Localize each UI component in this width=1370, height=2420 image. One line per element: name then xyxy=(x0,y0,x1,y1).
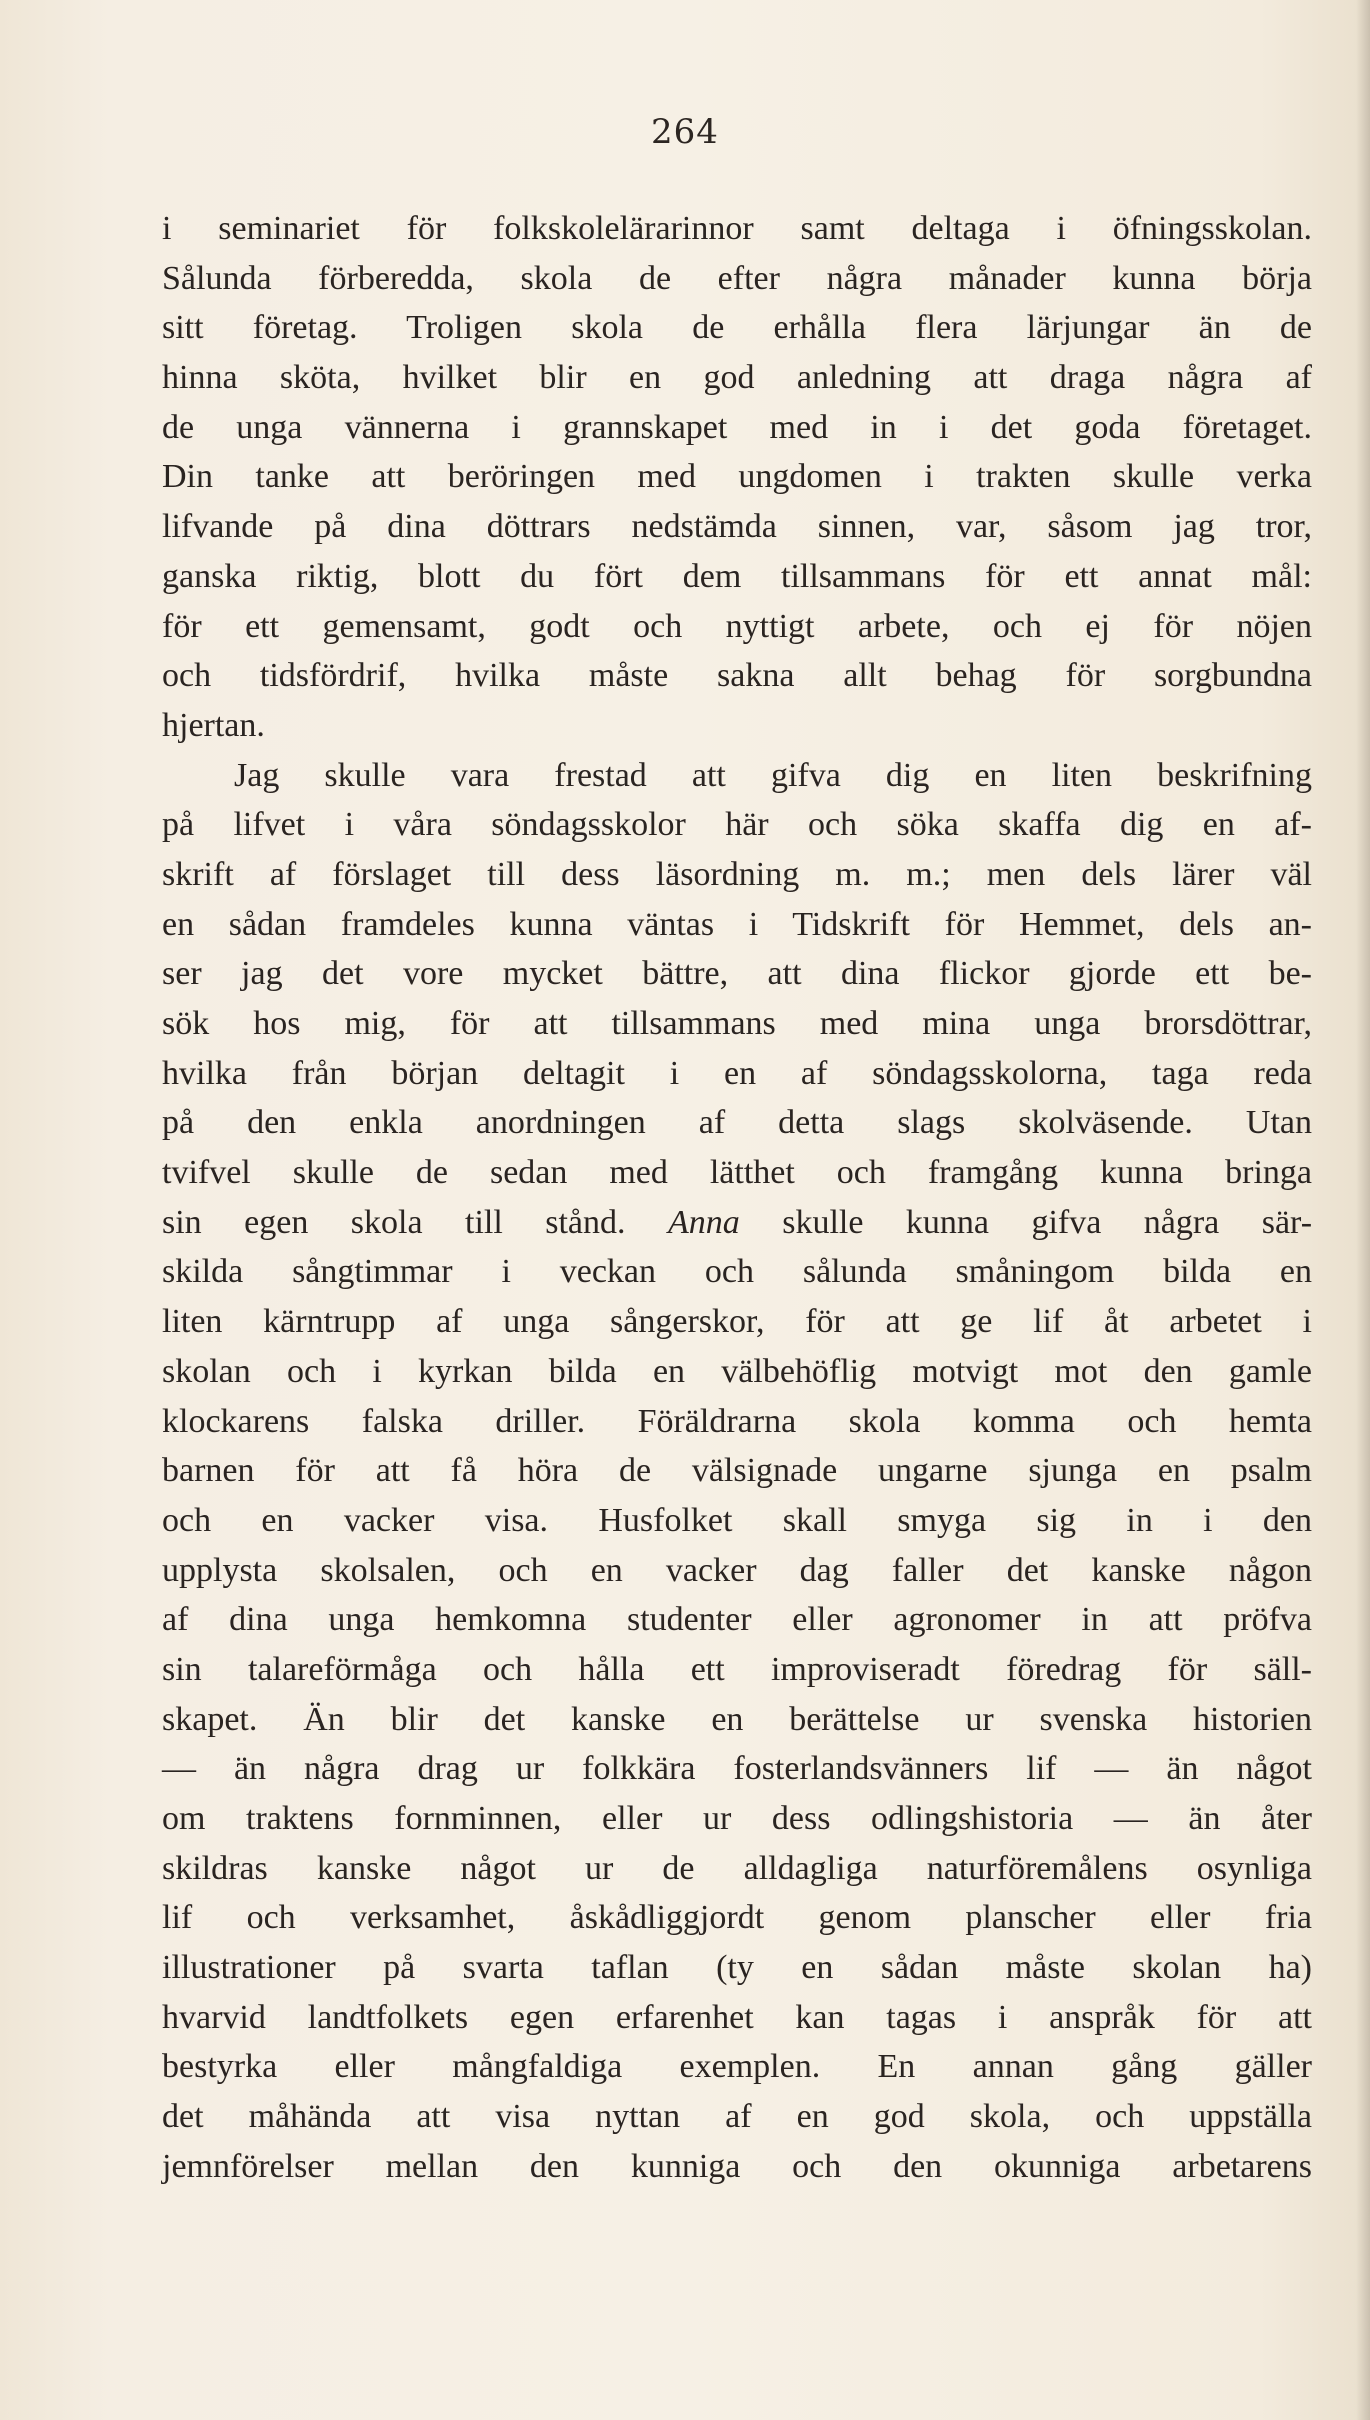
text-line: Sålunda förberedda, skola de efter några månader kunna börja xyxy=(162,259,1312,297)
text-line: illustrationer på svarta taflan (ty en sådan måste skolan ha) xyxy=(162,1949,1312,1987)
page-edge-shadow xyxy=(1356,0,1370,2420)
text-line: hvilka från början deltagit i en af söndagsskolorna, taga reda xyxy=(162,1054,1312,1092)
text-line: sitt företag. Troligen skola de erhålla flera lärjungar än de xyxy=(162,309,1312,347)
text-line: lif och verksamhet, åskådliggjordt genom planscher eller fria xyxy=(162,1899,1312,1937)
text-line: på lifvet i våra söndagsskolor här och söka skaffa dig en af- xyxy=(162,806,1312,844)
text-line: i seminariet för folkskolelärarinnor samt deltaga i öfningsskolan. xyxy=(162,210,1312,247)
text-line: hinna sköta, hvilket blir en god anledning att draga några af xyxy=(162,359,1312,397)
text-segment: skulle kunna gifva några sär- xyxy=(782,1203,1313,1241)
text-line: hvarvid landtfolkets egen erfarenhet kan tagas i anspråk för att xyxy=(162,1998,1312,2036)
text-line: skapet. Än blir det kanske en berättelse ur svenska historien xyxy=(162,1700,1312,1738)
italic-name: Anna xyxy=(667,1203,740,1241)
text-line: skilda sångtimmar i veckan och sålunda småningom bilda en xyxy=(162,1253,1312,1291)
text-line: tvifvel skulle de sedan med lätthet och framgång kunna bringa xyxy=(162,1154,1312,1192)
text-line: hjertan. xyxy=(162,706,265,744)
text-line: barnen för att få höra de välsignade ungarne sjunga en psalm xyxy=(162,1452,1312,1490)
text-line: bestyrka eller mångfaldiga exemplen. En annan gång gäller xyxy=(162,2048,1312,2086)
text-line: de unga vännerna i grannskapet med in i det goda företaget. xyxy=(162,408,1312,446)
text-line: ser jag det vore mycket bättre, att dina flickor gjorde ett be- xyxy=(162,955,1312,993)
text-line-with-italic xyxy=(162,1198,1312,1248)
text-line: jemnförelser mellan den kunniga och den okunniga arbetarens xyxy=(162,2147,1312,2185)
text-line: liten kärntrupp af unga sångerskor, för att ge lif åt arbetet i xyxy=(162,1303,1312,1341)
text-line: skildras kanske något ur de alldagliga naturföremålens osynliga xyxy=(162,1849,1312,1887)
text-line: för ett gemensamt, godt och nyttigt arbete, och ej för nöjen xyxy=(162,607,1312,645)
text-line: Din tanke att beröringen med ungdomen i trakten skulle verka xyxy=(162,458,1312,496)
text-segment: sin egen skola till stånd. xyxy=(162,1203,626,1241)
text-line: skolan och i kyrkan bilda en välbehöflig motvigt mot den gamle xyxy=(162,1352,1312,1390)
text-line: på den enkla anordningen af detta slags skolväsende. Utan xyxy=(162,1104,1312,1142)
text-line: om traktens fornminnen, eller ur dess odlingshistoria — än åter xyxy=(162,1800,1312,1837)
text-line: lifvande på dina döttrars nedstämda sinnen, var, såsom jag tror, xyxy=(162,508,1312,546)
text-line: skrift af förslaget till dess läsordning m. m.; men dels lärer väl xyxy=(162,855,1312,893)
text-line: en sådan framdeles kunna väntas i Tidskrift för Hemmet, dels an- xyxy=(162,905,1312,943)
text-line: det måhända att visa nyttan af en god skola, och uppställa xyxy=(162,2098,1312,2136)
text-line: upplysta skolsalen, och en vacker dag faller det kanske någon xyxy=(162,1551,1312,1589)
page-number: 264 xyxy=(651,112,719,152)
text-line: och en vacker visa. Husfolket skall smyga sig in i den xyxy=(162,1501,1312,1539)
text-line: och tidsfördrif, hvilka måste sakna allt behag för sorgbundna xyxy=(162,657,1312,695)
text-line: af dina unga hemkomna studenter eller agronomer in att pröfva xyxy=(162,1601,1312,1639)
text-line: — än några drag ur folkkära fosterlandsvänners lif — än något xyxy=(162,1750,1312,1788)
text-line: sök hos mig, för att tillsammans med mina unga brorsdöttrar, xyxy=(162,1005,1312,1042)
text-line: sin talareförmåga och hålla ett improviseradt föredrag för säll- xyxy=(162,1650,1312,1688)
text-line: Jag skulle vara frestad att gifva dig en liten beskrifning xyxy=(234,756,1312,794)
body-text xyxy=(162,204,1312,2192)
text-line: klockarens falska driller. Föräldrarna skola komma och hemta xyxy=(162,1402,1312,1440)
text-line: ganska riktig, blott du fört dem tillsammans för ett annat mål: xyxy=(162,557,1312,595)
